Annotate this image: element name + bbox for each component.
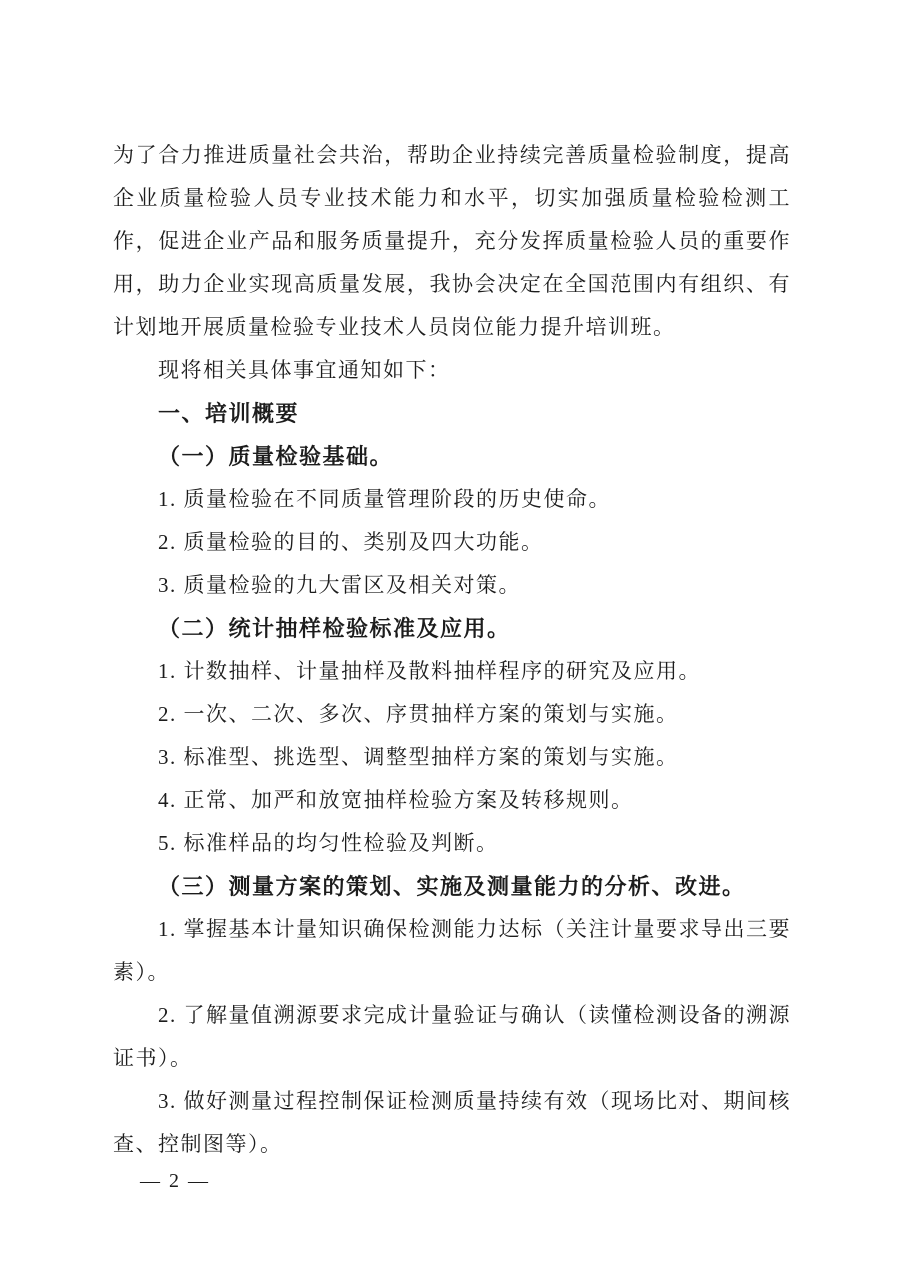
document-body (113, 134, 791, 1166)
subsection-heading-measurement-plan: （三）测量方案的策划、实施及测量能力的分析、改进。 (158, 874, 746, 899)
subsection-heading-quality-inspection-basics: （一）质量检验基础。 (158, 444, 394, 469)
list-item: 1. 计数抽样、计量抽样及散料抽样程序的研究及应用。 (158, 659, 701, 683)
list-item: 1. 掌握基本计量知识确保检测能力达标（关注计量要求导出三要素）。 (113, 917, 791, 984)
page-number: — 2 — (140, 1170, 210, 1192)
notice-line: 现将相关具体事宜通知如下： (158, 358, 451, 382)
list-item: 1. 质量检验在不同质量管理阶段的历史使命。 (158, 487, 611, 511)
section-heading-training-overview: 一、培训概要 (158, 401, 300, 426)
list-item: 2. 质量检验的目的、类别及四大功能。 (158, 530, 544, 554)
list-item: 3. 标准型、挑选型、调整型抽样方案的策划与实施。 (158, 745, 679, 769)
list-item: 2. 一次、二次、多次、序贯抽样方案的策划与实施。 (158, 702, 679, 726)
list-item: 4. 正常、加严和放宽抽样检验方案及转移规则。 (158, 788, 634, 812)
intro-paragraph: 为了合力推进质量社会共治，帮助企业持续完善质量检验制度，提高企业质量检验人员专业技术能力和水平，切实加强质量检验检测工作，促进企业产品和服务质量提升，充分发挥质量检验人员的重要作用，助力企业实现高质量发展，我协会决定在全国范围内有组织、有计划地开展质量检验专业技术人员岗位能力提升培训班。 (113, 143, 791, 339)
list-item: 2. 了解量值溯源要求完成计量验证与确认（读懂检测设备的溯源证书）。 (113, 1003, 791, 1070)
list-item: 3. 质量检验的九大雷区及相关对策。 (158, 573, 521, 597)
subsection-heading-statistical-sampling: （二）统计抽样检验标准及应用。 (158, 616, 511, 641)
list-item: 5. 标准样品的均匀性检验及判断。 (158, 831, 499, 855)
list-item: 3. 做好测量过程控制保证检测质量持续有效（现场比对、期间核查、控制图等）。 (113, 1089, 791, 1156)
